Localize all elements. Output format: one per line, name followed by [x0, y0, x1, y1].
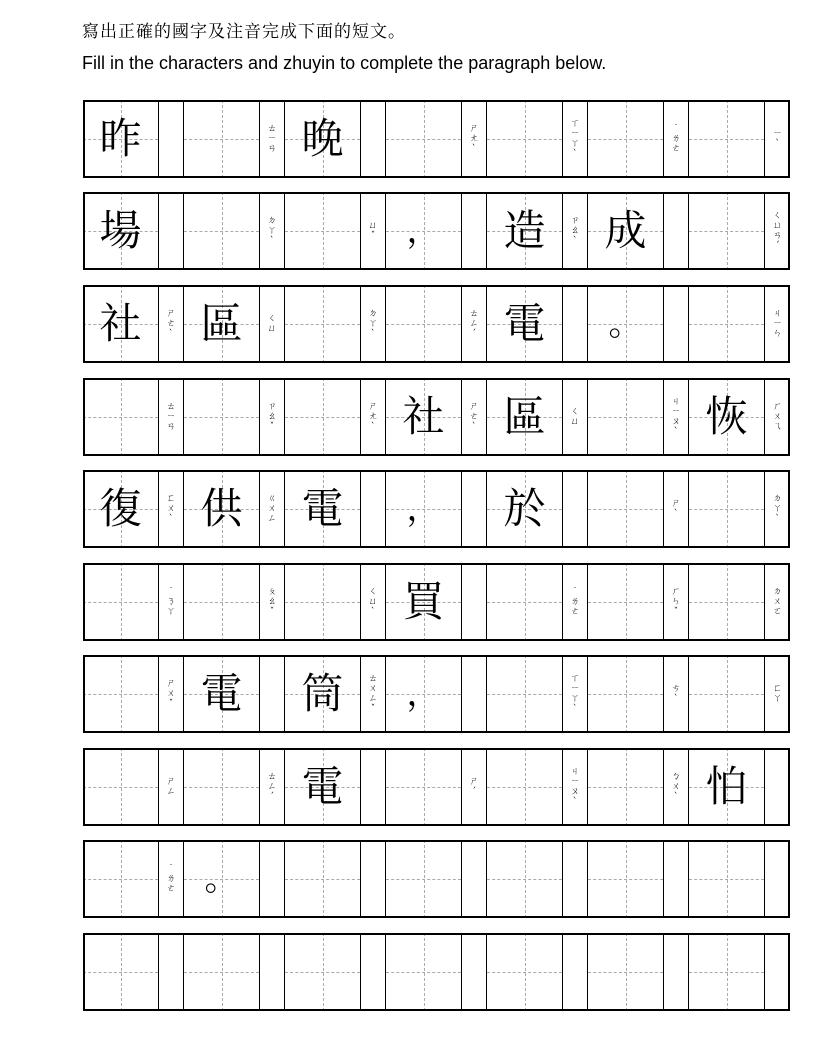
character-text: 場: [99, 206, 142, 255]
character-text: 恢: [705, 392, 748, 441]
zhuyin-box[interactable]: [563, 655, 588, 733]
character-box[interactable]: [487, 378, 563, 456]
character-box[interactable]: [588, 100, 664, 178]
zhuyin-box[interactable]: [664, 285, 689, 363]
zhuyin-box[interactable]: [664, 840, 689, 918]
zhuyin-text: ㄏ ㄣ ˇ: [671, 587, 681, 617]
zhuyin-text: ㄑ ㄩ: [570, 407, 580, 427]
character-box[interactable]: [83, 470, 159, 548]
character-text: ，: [406, 211, 441, 251]
zhuyin-box[interactable]: [664, 655, 689, 733]
zhuyin-box[interactable]: [159, 378, 184, 456]
character-box[interactable]: [83, 840, 159, 918]
zhuyin-text: ㄩ ˇ: [368, 221, 378, 241]
grid-row: [83, 655, 790, 733]
zhuyin-box[interactable]: [361, 378, 386, 456]
character-box[interactable]: [285, 563, 361, 641]
zhuyin-box[interactable]: [563, 100, 588, 178]
zhuyin-text: ㄐ ㄧ ㄡ ˋ: [570, 767, 580, 807]
zhuyin-box[interactable]: [563, 192, 588, 270]
character-text: 成: [604, 206, 647, 255]
zhuyin-box[interactable]: [765, 100, 790, 178]
character-box[interactable]: [184, 192, 260, 270]
zhuyin-text: ㄕ ㄥ: [166, 777, 176, 797]
character-box[interactable]: [689, 470, 765, 548]
zhuyin-box[interactable]: [361, 655, 386, 733]
character-box[interactable]: [689, 192, 765, 270]
zhuyin-box[interactable]: [563, 285, 588, 363]
zhuyin-box[interactable]: [159, 563, 184, 641]
character-text: 區: [200, 299, 243, 348]
character-text: 社: [402, 392, 445, 441]
character-box[interactable]: [487, 470, 563, 548]
character-box[interactable]: [386, 933, 462, 1011]
character-box[interactable]: [83, 100, 159, 178]
zhuyin-box[interactable]: [563, 840, 588, 918]
character-text: ，: [406, 489, 441, 529]
zhuyin-box[interactable]: [664, 933, 689, 1011]
zhuyin-box[interactable]: [260, 933, 285, 1011]
zhuyin-text: ㄑ ㄩ: [267, 314, 277, 334]
character-text: 造: [503, 206, 546, 255]
zhuyin-box[interactable]: [462, 655, 487, 733]
character-text: 電: [200, 669, 243, 718]
instruction-chinese: 寫出正確的國字及注音完成下面的短文。: [82, 22, 406, 42]
zhuyin-box[interactable]: [765, 840, 790, 918]
zhuyin-box[interactable]: [462, 933, 487, 1011]
zhuyin-text: ˙ ㄋ ㄚ: [166, 587, 176, 617]
character-box[interactable]: [689, 563, 765, 641]
character-box[interactable]: [184, 470, 260, 548]
character-box[interactable]: [386, 563, 462, 641]
zhuyin-text: ㄕ ˊ: [469, 777, 479, 797]
zhuyin-text: ㄉ ㄚ ˋ: [368, 309, 378, 339]
character-box[interactable]: [487, 748, 563, 826]
character-box[interactable]: [184, 655, 260, 733]
character-box[interactable]: [487, 840, 563, 918]
grid-row: [83, 933, 790, 1011]
character-box[interactable]: [487, 100, 563, 178]
zhuyin-box[interactable]: [462, 840, 487, 918]
zhuyin-box[interactable]: [361, 933, 386, 1011]
character-text: 區: [503, 392, 546, 441]
zhuyin-box[interactable]: [765, 933, 790, 1011]
zhuyin-box[interactable]: [563, 748, 588, 826]
character-box[interactable]: [689, 840, 765, 918]
character-text: 晚: [301, 114, 344, 163]
zhuyin-box[interactable]: [664, 100, 689, 178]
character-box[interactable]: [83, 748, 159, 826]
zhuyin-box[interactable]: [563, 378, 588, 456]
character-box[interactable]: [83, 933, 159, 1011]
zhuyin-text: ㄐ ㄧ ㄣ: [772, 309, 782, 339]
zhuyin-box[interactable]: [765, 378, 790, 456]
character-box[interactable]: [386, 470, 462, 548]
character-box[interactable]: [386, 285, 462, 363]
character-box[interactable]: [285, 285, 361, 363]
zhuyin-text: ㄊ ㄧ ㄢ: [166, 402, 176, 432]
character-box[interactable]: [689, 655, 765, 733]
grid-row: [83, 285, 790, 363]
character-box[interactable]: [689, 748, 765, 826]
zhuyin-box[interactable]: [361, 563, 386, 641]
character-box[interactable]: [285, 933, 361, 1011]
character-text: 怕: [705, 762, 748, 811]
character-box[interactable]: [83, 563, 159, 641]
character-box[interactable]: [689, 100, 765, 178]
character-box[interactable]: [588, 378, 664, 456]
zhuyin-box[interactable]: [159, 840, 184, 918]
zhuyin-box[interactable]: [563, 470, 588, 548]
zhuyin-text: ㄕ ˋ: [671, 499, 681, 519]
character-box[interactable]: [588, 470, 664, 548]
zhuyin-box[interactable]: [159, 933, 184, 1011]
zhuyin-box[interactable]: [361, 192, 386, 270]
grid-row: [83, 840, 790, 918]
zhuyin-box[interactable]: [765, 192, 790, 270]
zhuyin-box[interactable]: [159, 192, 184, 270]
character-box[interactable]: [285, 840, 361, 918]
character-text: 筒: [301, 669, 344, 718]
character-box[interactable]: [285, 100, 361, 178]
character-box[interactable]: [386, 655, 462, 733]
character-box[interactable]: [487, 285, 563, 363]
character-text: 於: [503, 484, 546, 533]
character-box[interactable]: [588, 563, 664, 641]
zhuyin-box[interactable]: [361, 748, 386, 826]
character-box[interactable]: [588, 933, 664, 1011]
zhuyin-text: ˙ ㄌ ㄜ: [570, 587, 580, 617]
zhuyin-text: ㄕ ㄤ ˋ: [368, 402, 378, 432]
character-box[interactable]: [588, 748, 664, 826]
zhuyin-text: ㄊ ㄥ ˊ: [267, 772, 277, 802]
zhuyin-box[interactable]: [159, 100, 184, 178]
grid-row: [83, 563, 790, 641]
zhuyin-text: ㄊ ㄨ ㄥ ˇ: [368, 674, 378, 714]
zhuyin-text: ㄉ ㄨ ㄛ: [772, 587, 782, 617]
zhuyin-text: ㄒ ㄧ ㄚ ˋ: [570, 674, 580, 714]
character-box[interactable]: [487, 655, 563, 733]
zhuyin-box[interactable]: [361, 100, 386, 178]
zhuyin-box[interactable]: [563, 563, 588, 641]
character-text: 買: [402, 577, 445, 626]
zhuyin-text: ㄈ ㄨ ˋ: [166, 494, 176, 524]
zhuyin-text: ㄆ ㄠ ˇ: [267, 587, 277, 617]
character-text: 供: [200, 484, 243, 533]
zhuyin-box[interactable]: [159, 470, 184, 548]
instruction-english: Fill in the characters and zhuyin to complete the paragraph below.: [82, 53, 607, 73]
grid-row: [83, 192, 790, 270]
zhuyin-text: ㄉ ㄚ ˋ: [267, 216, 277, 246]
grid-row: [83, 100, 790, 178]
character-box[interactable]: [588, 655, 664, 733]
character-box[interactable]: [285, 655, 361, 733]
character-box[interactable]: [386, 748, 462, 826]
character-text: 電: [301, 762, 344, 811]
zhuyin-box[interactable]: [462, 285, 487, 363]
zhuyin-box[interactable]: [260, 563, 285, 641]
zhuyin-box[interactable]: [260, 470, 285, 548]
grid-row: [83, 470, 790, 548]
character-box[interactable]: [588, 285, 664, 363]
zhuyin-text: ㄐ ㄧ ㄡ ˋ: [671, 397, 681, 437]
character-text: 電: [301, 484, 344, 533]
character-box[interactable]: [83, 655, 159, 733]
character-text: 昨: [99, 114, 142, 163]
character-box[interactable]: [386, 840, 462, 918]
zhuyin-box[interactable]: [361, 470, 386, 548]
character-box[interactable]: [487, 192, 563, 270]
zhuyin-box[interactable]: [159, 285, 184, 363]
zhuyin-box[interactable]: [664, 563, 689, 641]
zhuyin-text: ㄑ ㄩ ㄢ ˊ: [772, 211, 782, 251]
zhuyin-box[interactable]: [765, 655, 790, 733]
zhuyin-text: ㄕ ㄜ ˋ: [166, 309, 176, 339]
zhuyin-box[interactable]: [462, 563, 487, 641]
character-box[interactable]: [689, 285, 765, 363]
character-box[interactable]: [285, 748, 361, 826]
zhuyin-box[interactable]: [361, 285, 386, 363]
character-box[interactable]: [184, 748, 260, 826]
zhuyin-box[interactable]: [260, 192, 285, 270]
character-box[interactable]: [386, 378, 462, 456]
zhuyin-text: ˙ ㄌ ㄜ: [671, 124, 681, 154]
zhuyin-box[interactable]: [159, 655, 184, 733]
character-text: 復: [99, 484, 142, 533]
zhuyin-box[interactable]: [260, 748, 285, 826]
zhuyin-box[interactable]: [462, 100, 487, 178]
zhuyin-text: ㄕ ㄜ ˋ: [469, 402, 479, 432]
grid-row: [83, 748, 790, 826]
zhuyin-text: ㄗ ㄠ ˇ: [267, 402, 277, 432]
character-box[interactable]: [83, 285, 159, 363]
zhuyin-box[interactable]: [462, 748, 487, 826]
character-box[interactable]: [285, 378, 361, 456]
zhuyin-text: ㄊ ㄥ ˊ: [469, 309, 479, 339]
zhuyin-box[interactable]: [563, 933, 588, 1011]
zhuyin-box[interactable]: [664, 378, 689, 456]
zhuyin-text: ㄧ ˋ: [772, 129, 782, 149]
zhuyin-text: ㄕ ㄤ ˋ: [469, 124, 479, 154]
zhuyin-box[interactable]: [260, 285, 285, 363]
character-box[interactable]: [285, 470, 361, 548]
character-box[interactable]: [386, 100, 462, 178]
zhuyin-box[interactable]: [765, 285, 790, 363]
grid-row: [83, 378, 790, 456]
character-box[interactable]: [689, 933, 765, 1011]
character-box[interactable]: [184, 563, 260, 641]
character-box[interactable]: [285, 192, 361, 270]
zhuyin-box[interactable]: [260, 378, 285, 456]
zhuyin-text: ㄅ ㄨ ˋ: [671, 772, 681, 802]
character-box[interactable]: [588, 840, 664, 918]
zhuyin-text: ㄈ ㄚ: [772, 684, 782, 704]
zhuyin-box[interactable]: [159, 748, 184, 826]
character-text: ，: [406, 674, 441, 714]
zhuyin-text: ㄑ ㄩ ˋ: [368, 587, 378, 617]
zhuyin-text: ㄕ ㄨ ˇ: [166, 679, 176, 709]
zhuyin-text: ㄊ ㄧ ㄢ: [267, 124, 277, 154]
character-text: 。: [608, 304, 643, 344]
zhuyin-box[interactable]: [664, 470, 689, 548]
zhuyin-box[interactable]: [260, 100, 285, 178]
character-box[interactable]: [83, 192, 159, 270]
character-box[interactable]: [588, 192, 664, 270]
character-box[interactable]: [184, 933, 260, 1011]
zhuyin-box[interactable]: [765, 748, 790, 826]
zhuyin-text: ˙ ㄌ ㄜ: [166, 864, 176, 894]
zhuyin-box[interactable]: [765, 470, 790, 548]
zhuyin-box[interactable]: [664, 192, 689, 270]
zhuyin-text: ㄍ ㄨ ㄥ: [267, 494, 277, 524]
character-box[interactable]: [487, 563, 563, 641]
zhuyin-box[interactable]: [361, 840, 386, 918]
zhuyin-text: ㄗ ㄠ ˋ: [570, 216, 580, 246]
zhuyin-text: ㄉ ㄚ ˋ: [772, 494, 782, 524]
character-box[interactable]: [184, 100, 260, 178]
character-box[interactable]: [689, 378, 765, 456]
zhuyin-box[interactable]: [462, 192, 487, 270]
character-box[interactable]: [386, 192, 462, 270]
zhuyin-text: ㄏ ㄨ ㄟ: [772, 402, 782, 432]
character-box[interactable]: [184, 378, 260, 456]
character-box[interactable]: [184, 285, 260, 363]
zhuyin-box[interactable]: [462, 470, 487, 548]
zhuyin-box[interactable]: [260, 655, 285, 733]
zhuyin-text: ㄒ ㄧ ㄚ ˋ: [570, 119, 580, 159]
zhuyin-box[interactable]: [462, 378, 487, 456]
character-text: 。: [204, 859, 239, 899]
character-box[interactable]: [487, 933, 563, 1011]
character-box[interactable]: [83, 378, 159, 456]
zhuyin-text: ㄘ ˋ: [671, 684, 681, 704]
zhuyin-box[interactable]: [765, 563, 790, 641]
character-box[interactable]: [184, 840, 260, 918]
character-text: 社: [99, 299, 142, 348]
zhuyin-box[interactable]: [664, 748, 689, 826]
character-text: 電: [503, 299, 546, 348]
zhuyin-box[interactable]: [260, 840, 285, 918]
